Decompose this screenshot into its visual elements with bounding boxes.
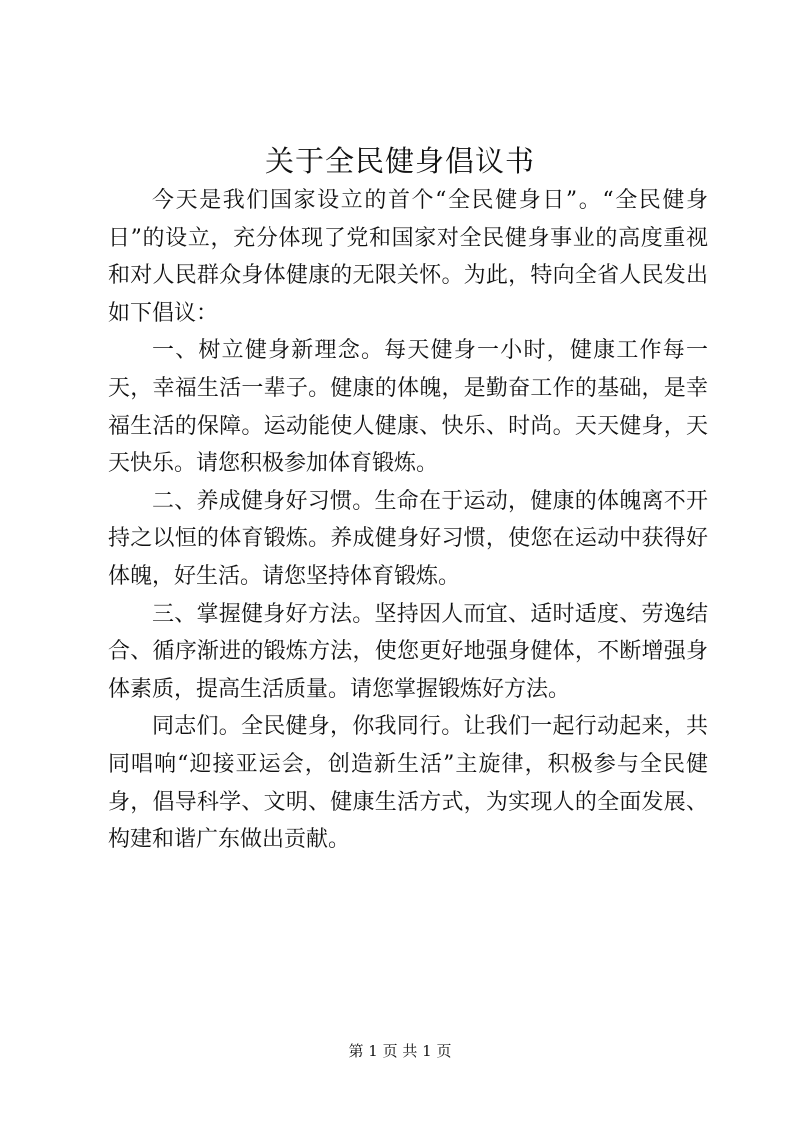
paragraph-point-3: 三、掌握健身好方法。坚持因人而宜、适时适度、劳逸结合、循序渐进的锻炼方法，使您更好地强身健体，不断增强身体素质，提高生活质量。请您掌握锻炼好方法。: [108, 601, 708, 702]
document-body: [108, 182, 708, 859]
paragraph-point-1: 一、树立健身新理念。每天健身一小时，健康工作每一天，幸福生活一辈子。健康的体魄，是勤奋工作的基础，是幸福生活的保障。运动能使人健康、快乐、时尚。天天健身，天天快乐。请您积极参加体育锻炼。: [108, 338, 708, 477]
paragraph-intro: 今天是我们国家设立的首个“全民健身日”。“全民健身日”的设立，充分体现了党和国家对全民健身事业的高度重视和对人民群众身体健康的无限关怀。为此，特向全省人民发出如下倡议：: [108, 188, 708, 326]
page-footer: 第 1 页 共 1 页: [348, 1042, 452, 1060]
document-title: 关于全民健身倡议书: [264, 144, 535, 178]
paragraph-closing: 同志们。全民健身，你我同行。让我们一起行动起来，共同唱响“迎接亚运会，创造新生活”主旋律，积极参与全民健身，倡导科学、文明、健康生活方式，为实现人的全面发展、构建和谐广东做出贡献。: [108, 714, 708, 853]
paragraph-point-2: 二、养成健身好习惯。生命在于运动，健康的体魄离不开持之以恒的体育锻炼。养成健身好习惯，使您在运动中获得好体魄，好生活。请您坚持体育锻炼。: [108, 488, 708, 589]
